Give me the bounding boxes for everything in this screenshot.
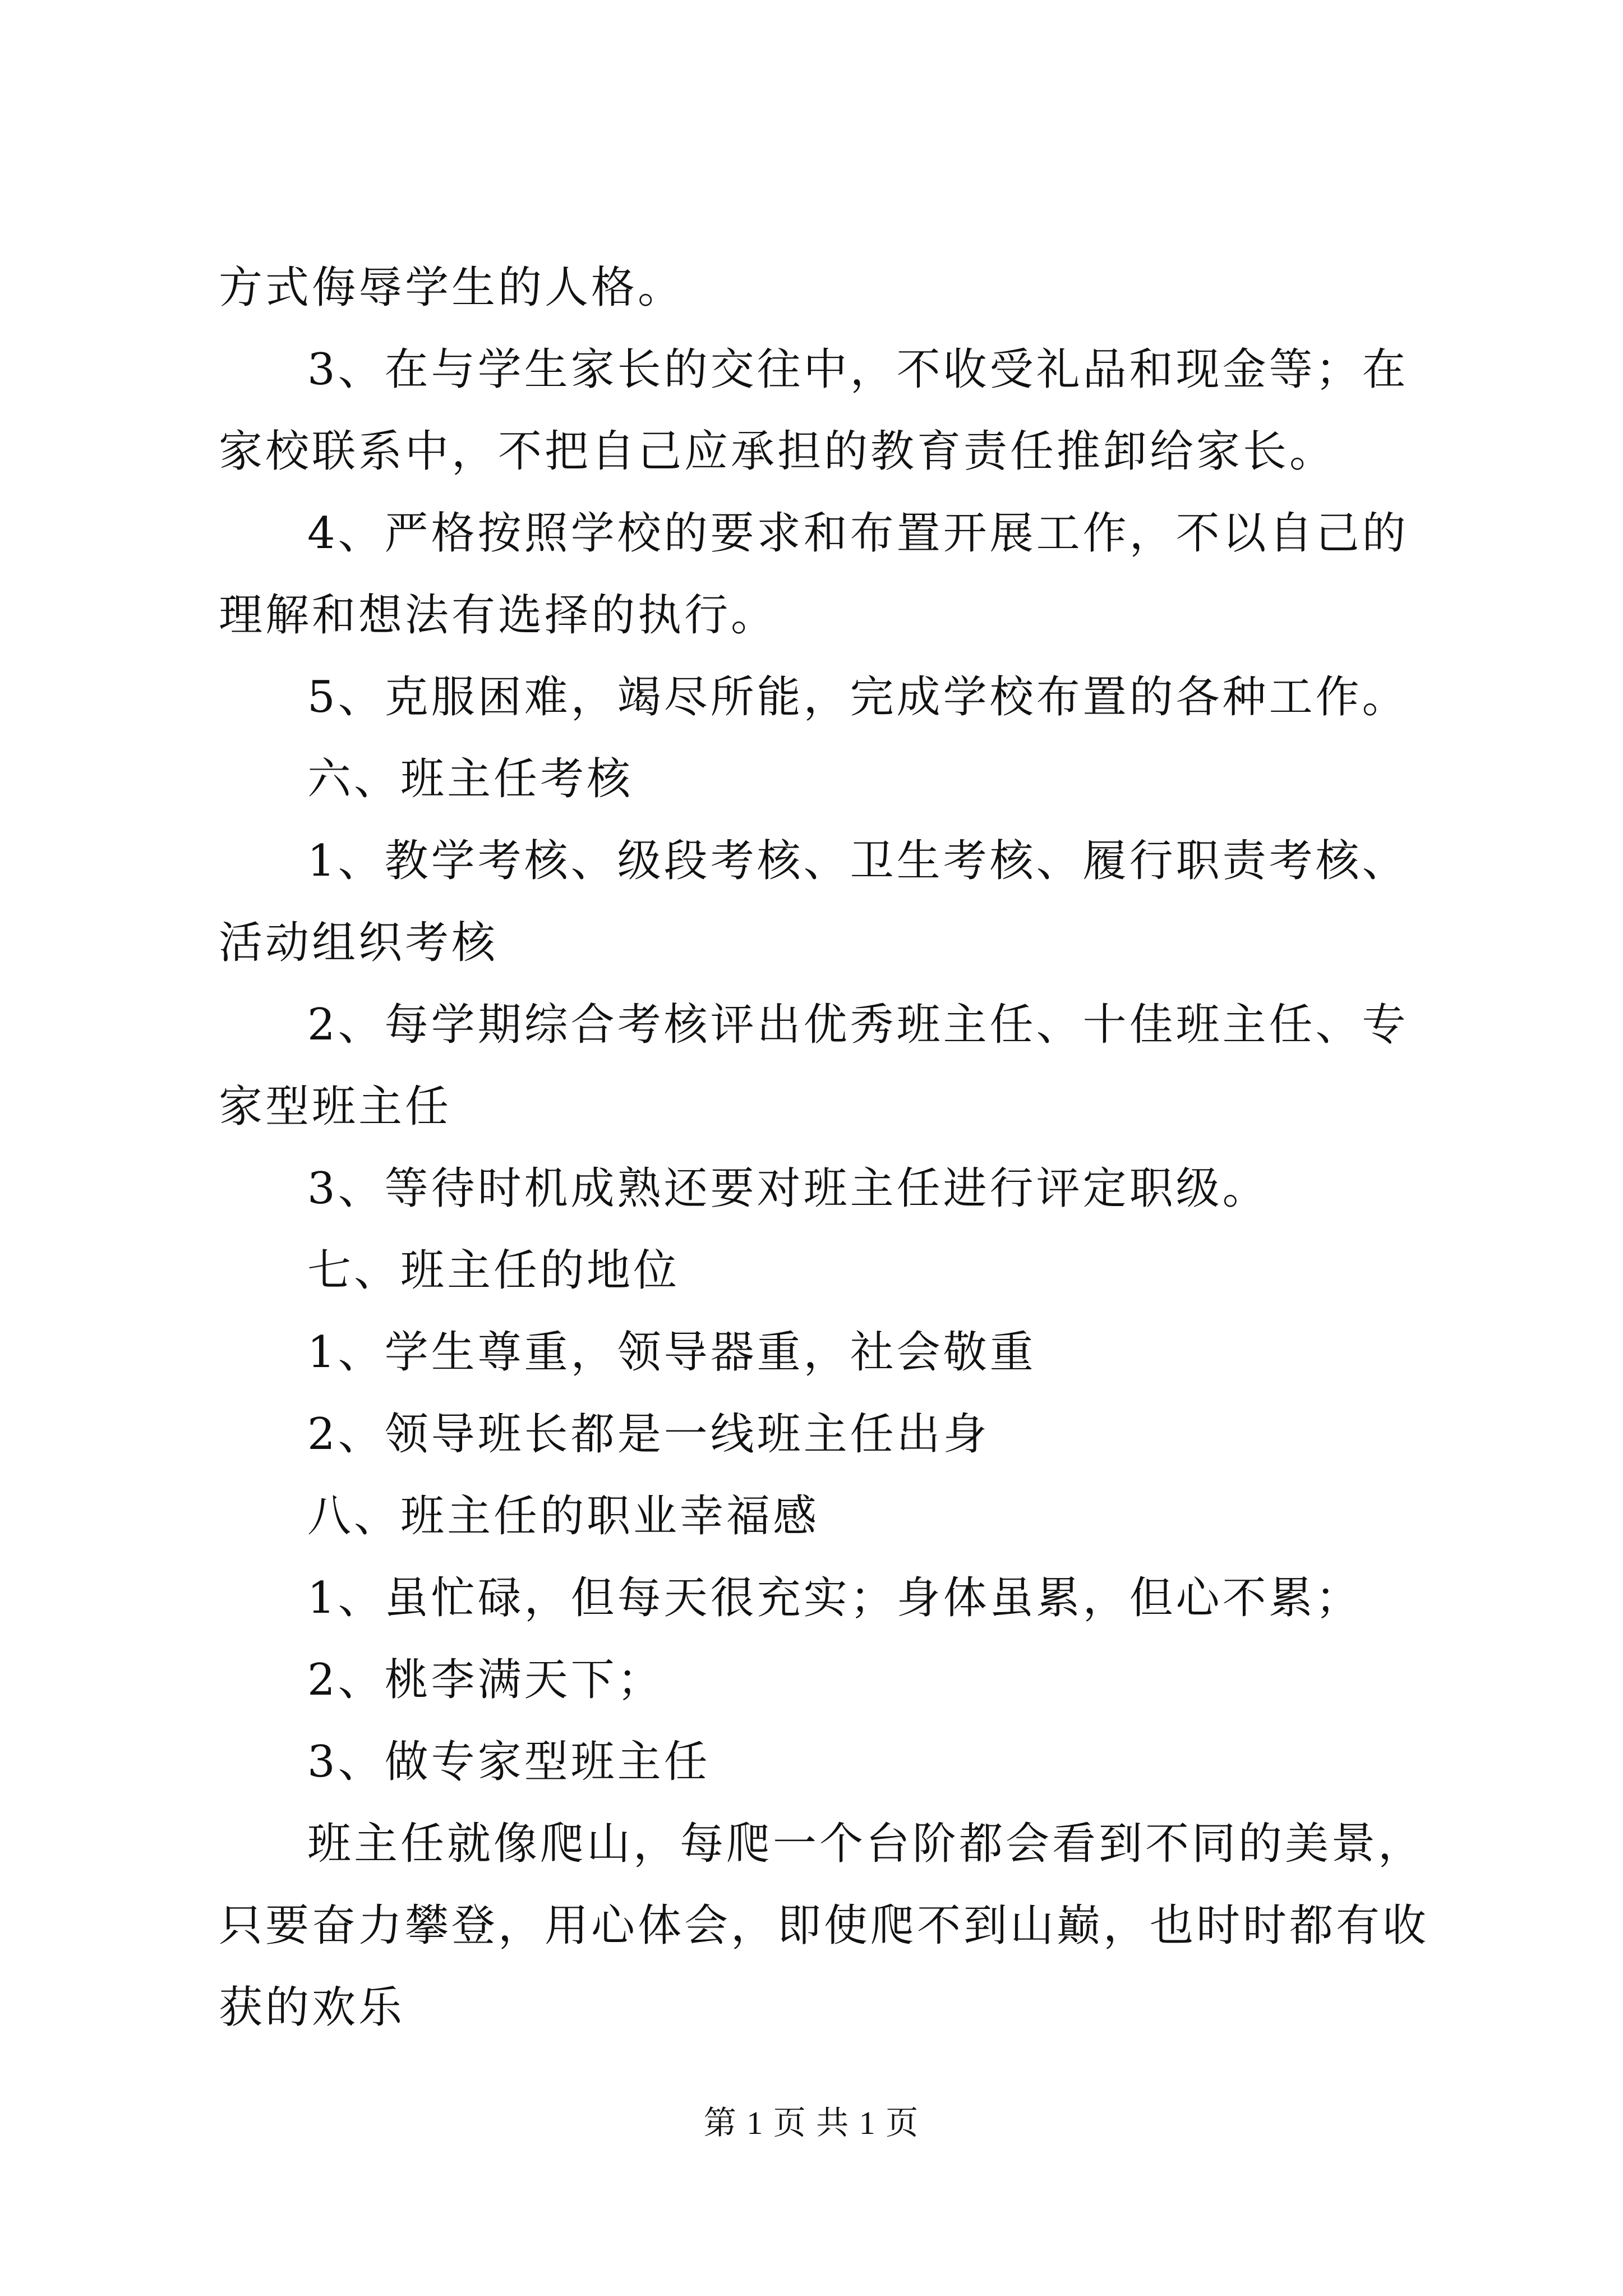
paragraph-6: 1、教学考核、级段考核、卫生考核、履行职责考核、活动组织考核: [219, 836, 1409, 968]
paragraph-7: 2、每学期综合考核评出优秀班主任、十佳班主任、专家型班主任: [219, 1000, 1409, 1132]
paragraph-1: 方式侮辱学生的人格。: [219, 263, 685, 313]
section-heading-6: 六、班主任考核: [307, 754, 634, 804]
paragraph-16: 班主任就像爬山，每爬一个台阶都会看到不同的美景，只要奋力攀登，用心体会，即使爬不到山巅，也时时都有收获的欢乐: [219, 1819, 1430, 2033]
paragraph-11: 2、领导班长都是一线班主任出身: [307, 1409, 990, 1460]
paragraph-8: 3、等待时机成熟还要对班主任进行评定职级。: [307, 1163, 1269, 1214]
paragraph-14: 2、桃李满天下；: [307, 1655, 664, 1705]
section-heading-8: 八、班主任的职业幸福感: [307, 1491, 820, 1542]
paragraph-3: 4、严格按照学校的要求和布置开展工作，不以自己的理解和想法有选择的执行。: [219, 508, 1409, 641]
section-heading-7: 七、班主任的地位: [307, 1245, 680, 1296]
paragraph-10: 1、学生尊重，领导器重，社会敬重: [307, 1327, 1036, 1378]
paragraph-4: 5、克服困难，竭尽所能，完成学校布置的各种工作。: [307, 672, 1409, 723]
paragraph-2: 3、在与学生家长的交往中，不收受礼品和现金等；在家校联系中，不把自己应承担的教育责任推卸给家长。: [219, 344, 1409, 477]
paragraph-15: 3、做专家型班主任: [307, 1737, 711, 1787]
paragraph-13: 1、虽忙碌，但每天很充实；身体虽累，但心不累；: [307, 1573, 1362, 1623]
document-body: [219, 247, 1430, 2049]
page-footer: 第 1 页 共 1 页: [703, 2105, 920, 2141]
